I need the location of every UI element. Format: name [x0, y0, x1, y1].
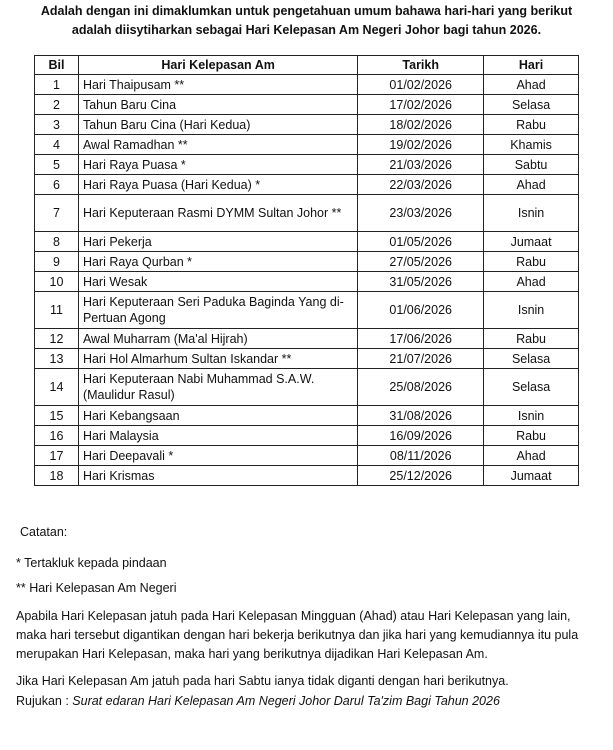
row-number: 13 [35, 349, 79, 369]
table-row [35, 349, 579, 369]
holiday-name: Hari Pekerja [78, 232, 357, 252]
holiday-date: 01/05/2026 [358, 232, 484, 252]
table-row [35, 446, 579, 466]
holiday-date: 08/11/2026 [358, 446, 484, 466]
holiday-table [34, 55, 579, 486]
holiday-name: Tahun Baru Cina [78, 95, 357, 115]
holiday-name: Hari Raya Puasa * [78, 155, 357, 175]
row-number: 14 [35, 369, 79, 406]
holiday-date: 01/06/2026 [358, 292, 484, 329]
column-header-date: Tarikh [358, 56, 484, 75]
holiday-name: Hari Thaipusam ** [78, 75, 357, 95]
holiday-date: 25/08/2026 [358, 369, 484, 406]
holiday-day: Khamis [484, 135, 579, 155]
row-number: 16 [35, 426, 79, 446]
holiday-name: Hari Wesak [78, 272, 357, 292]
row-number: 3 [35, 115, 79, 135]
table-row [35, 272, 579, 292]
holiday-name: Hari Deepavali * [78, 446, 357, 466]
holiday-name: Hari Keputeraan Seri Paduka Baginda Yang di-Pertuan Agong [78, 292, 357, 329]
table-row [35, 369, 579, 406]
table-row [35, 155, 579, 175]
column-header-bil: Bil [35, 56, 79, 75]
table-row [35, 426, 579, 446]
holiday-date: 19/02/2026 [358, 135, 484, 155]
row-number: 6 [35, 175, 79, 195]
row-number: 15 [35, 406, 79, 426]
holiday-day: Isnin [484, 292, 579, 329]
holiday-date: 23/03/2026 [358, 195, 484, 232]
row-number: 7 [35, 195, 79, 232]
header-line-2: adalah diisytiharkan sebagai Hari Kelepasan Am Negeri Johor bagi tahun 2026. [71, 23, 542, 37]
holiday-name: Hari Krismas [78, 466, 357, 486]
holiday-name: Hari Raya Qurban * [78, 252, 357, 272]
table-row [35, 115, 579, 135]
table-header-row [35, 56, 579, 75]
reference-text: Surat edaran Hari Kelepasan Am Negeri Johor Darul Ta'zim Bagi Tahun 2026 [72, 694, 500, 708]
holiday-name: Hari Malaysia [78, 426, 357, 446]
holiday-day: Rabu [484, 426, 579, 446]
table-row [35, 135, 579, 155]
holiday-date: 18/02/2026 [358, 115, 484, 135]
row-number: 9 [35, 252, 79, 272]
row-number: 12 [35, 329, 79, 349]
reference-line [16, 692, 604, 711]
replacement-rule-paragraph: Apabila Hari Kelepasan jatuh pada Hari Kelepasan Mingguan (Ahad) atau Hari Kelepasan yang lain, maka hari tersebut digantikan dengan hari bekerja berikutnya dan jika hari yang kemudiannya itu pula merupakan Hari Kelepasan, maka hari yang berikutnya dijadikan Hari Kelepasan Am. [16, 609, 579, 661]
row-number: 18 [35, 466, 79, 486]
holiday-day: Selasa [484, 349, 579, 369]
row-number: 5 [35, 155, 79, 175]
holiday-day: Jumaat [484, 232, 579, 252]
holiday-name: Awal Ramadhan ** [78, 135, 357, 155]
row-number: 8 [35, 232, 79, 252]
holiday-day: Ahad [484, 272, 579, 292]
notes-section [16, 523, 604, 711]
holiday-day: Rabu [484, 252, 579, 272]
holiday-date: 22/03/2026 [358, 175, 484, 195]
row-number: 1 [35, 75, 79, 95]
table-row [35, 232, 579, 252]
header-line-1: Adalah dengan ini dimaklumkan untuk pengetahuan umum bahawa hari-hari yang berikut [40, 4, 573, 18]
holiday-day: Ahad [484, 446, 579, 466]
holiday-name: Hari Raya Puasa (Hari Kedua) * [78, 175, 357, 195]
holiday-date: 31/08/2026 [358, 406, 484, 426]
holiday-date: 17/02/2026 [358, 95, 484, 115]
table-row [35, 466, 579, 486]
holiday-date: 21/03/2026 [358, 155, 484, 175]
note-state-holiday: ** Hari Kelepasan Am Negeri [16, 581, 177, 595]
holiday-name: Hari Keputeraan Rasmi DYMM Sultan Johor ** [78, 195, 357, 232]
notes-heading: Catatan: [20, 525, 68, 539]
row-number: 2 [35, 95, 79, 115]
holiday-date: 27/05/2026 [358, 252, 484, 272]
table-row [35, 406, 579, 426]
holiday-name: Awal Muharram (Ma'al Hijrah) [78, 329, 357, 349]
holiday-name: Hari Hol Almarhum Sultan Iskandar ** [78, 349, 357, 369]
holiday-day: Selasa [484, 369, 579, 406]
holiday-day: Isnin [484, 406, 579, 426]
holiday-day: Sabtu [484, 155, 579, 175]
holiday-name: Hari Kebangsaan [78, 406, 357, 426]
holiday-day: Ahad [484, 75, 579, 95]
column-header-day: Hari [484, 56, 579, 75]
holiday-day: Ahad [484, 175, 579, 195]
holiday-name: Hari Keputeraan Nabi Muhammad S.A.W. (Maulidur Rasul) [78, 369, 357, 406]
holiday-day: Rabu [484, 115, 579, 135]
row-number: 4 [35, 135, 79, 155]
reference-label: Rujukan : [16, 694, 73, 708]
holiday-date: 01/02/2026 [358, 75, 484, 95]
holiday-day: Jumaat [484, 466, 579, 486]
holiday-date: 16/09/2026 [358, 426, 484, 446]
row-number: 10 [35, 272, 79, 292]
table-row [35, 75, 579, 95]
note-subject-to-change: * Tertakluk kepada pindaan [16, 556, 167, 570]
table-row [35, 329, 579, 349]
table-row [35, 252, 579, 272]
announcement-header [0, 2, 613, 40]
holiday-date: 25/12/2026 [358, 466, 484, 486]
column-header-holiday: Hari Kelepasan Am [78, 56, 357, 75]
holiday-date: 31/05/2026 [358, 272, 484, 292]
holiday-day: Rabu [484, 329, 579, 349]
saturday-rule-paragraph: Jika Hari Kelepasan Am jatuh pada hari Sabtu ianya tidak diganti dengan hari berikutnya. [16, 674, 509, 688]
holiday-day: Selasa [484, 95, 579, 115]
holiday-date: 17/06/2026 [358, 329, 484, 349]
row-number: 17 [35, 446, 79, 466]
table-row [35, 95, 579, 115]
table-row [35, 195, 579, 232]
table-row [35, 292, 579, 329]
holiday-day: Isnin [484, 195, 579, 232]
row-number: 11 [35, 292, 79, 329]
table-row [35, 175, 579, 195]
holiday-name: Tahun Baru Cina (Hari Kedua) [78, 115, 357, 135]
holiday-date: 21/07/2026 [358, 349, 484, 369]
